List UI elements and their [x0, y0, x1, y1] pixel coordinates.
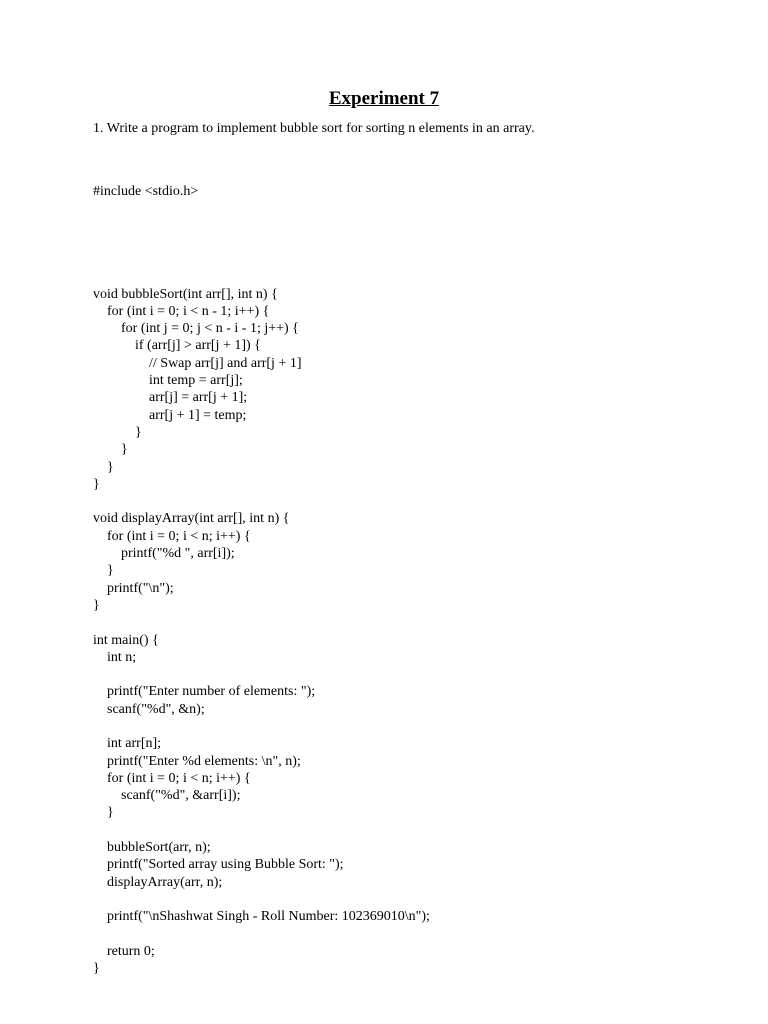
code-line [93, 926, 430, 943]
page-title: Experiment 7 [328, 88, 440, 109]
code-line: scanf("%d", &arr[i]); [93, 788, 241, 804]
code-block [93, 148, 430, 1012]
code-line: printf("Enter %d elements: \n", n); [93, 753, 301, 769]
code-line: scanf("%d", &n); [93, 701, 205, 717]
code-line [93, 891, 430, 908]
code-line: } [93, 424, 142, 440]
code-line: printf("%d ", arr[i]); [93, 546, 235, 562]
code-line: } [93, 476, 100, 492]
code-line: printf("\n"); [93, 580, 174, 596]
code-line: int temp = arr[j]; [93, 373, 243, 389]
code-lines [93, 286, 430, 978]
code-line: for (int i = 0; i < n; i++) { [93, 770, 251, 786]
question-text: 1. Write a program to implement bubble sort for sorting n elements in an array. [93, 121, 535, 136]
code-line: } [93, 805, 114, 821]
code-line: int main() { [93, 632, 159, 648]
code-line [93, 614, 430, 631]
code-line: for (int j = 0; j < n - i - 1; j++) { [93, 321, 299, 337]
code-line: printf("Enter number of elements: "); [93, 684, 316, 700]
code-line: } [93, 442, 128, 458]
blank-gap [93, 234, 430, 251]
code-line: return 0; [93, 943, 155, 959]
code-line: } [93, 563, 114, 579]
code-line: printf("Sorted array using Bubble Sort: "); [93, 857, 344, 873]
code-line: displayArray(arr, n); [93, 874, 223, 890]
code-line [93, 822, 430, 839]
code-line [93, 666, 430, 683]
code-line [93, 493, 430, 510]
code-line: bubbleSort(arr, n); [93, 840, 211, 856]
code-line: for (int i = 0; i < n - 1; i++) { [93, 303, 270, 319]
code-line: int n; [93, 649, 137, 665]
code-line: // Swap arr[j] and arr[j + 1] [93, 355, 302, 371]
code-line: if (arr[j] > arr[j + 1]) { [93, 338, 261, 354]
code-line: arr[j + 1] = temp; [93, 407, 247, 423]
code-line: } [93, 961, 100, 977]
code-line: int arr[n]; [93, 736, 162, 752]
code-line: for (int i = 0; i < n; i++) { [93, 528, 251, 544]
code-line: } [93, 459, 114, 475]
code-line: } [93, 597, 100, 613]
code-line: arr[j] = arr[j + 1]; [93, 390, 248, 406]
code-line: void displayArray(int arr[], int n) { [93, 511, 290, 527]
code-line: void bubbleSort(int arr[], int n) { [93, 286, 278, 302]
code-line: printf("\nShashwat Singh - Roll Number: 102369010\n"); [93, 909, 430, 925]
include-line: #include <stdio.h> [93, 183, 199, 199]
code-line [93, 718, 430, 735]
